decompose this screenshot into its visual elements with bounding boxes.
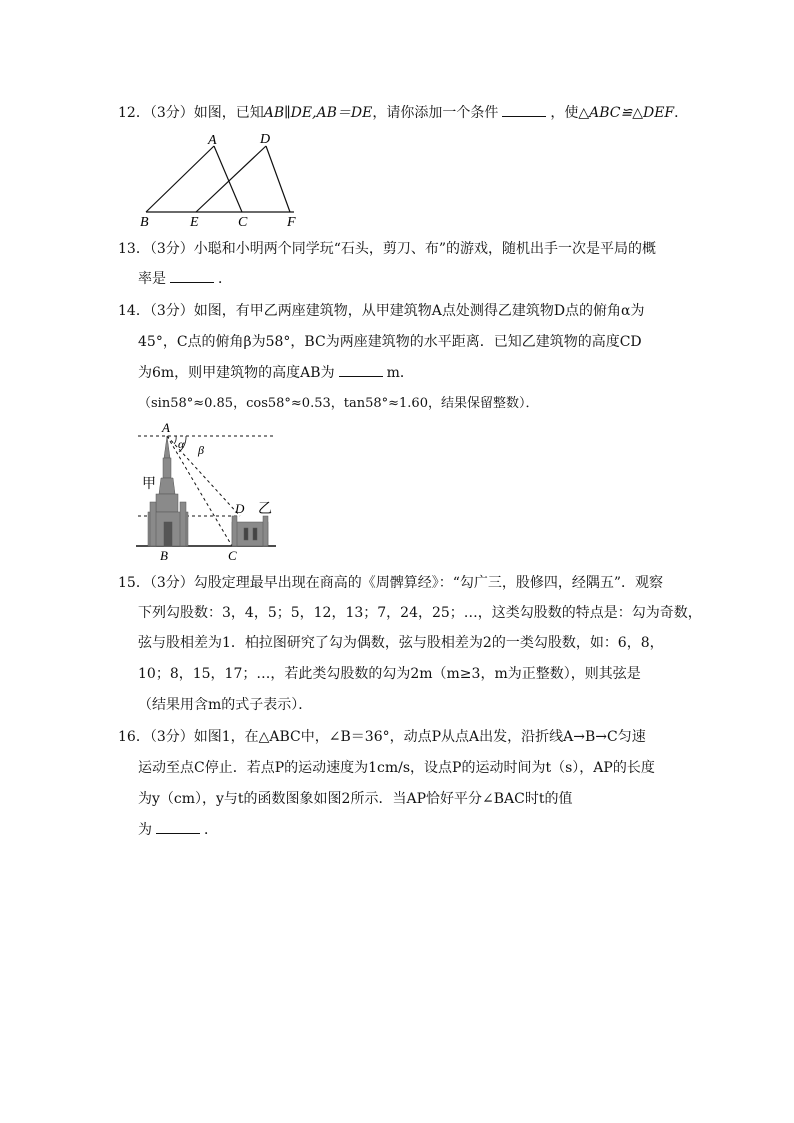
q14-line3: 为6m，则甲建筑物的高度AB为 m． [138, 365, 414, 381]
label-alpha: α [178, 437, 185, 451]
q14-answer-blank[interactable] [339, 364, 383, 377]
label-C: C [238, 215, 248, 228]
building-yi-icon [232, 516, 268, 546]
q16-line2: 运动至点C停止．若点P的运动速度为1cm/s，设点P的运动时间为t（s），AP的长度 [138, 760, 655, 776]
q14-line4: （sin58°≈0.85，cos58°≈0.53，tan58°≈1.60，结果保留整数）． [138, 396, 539, 411]
label-yi: 乙 [258, 502, 272, 517]
label-B: B [140, 215, 149, 228]
label-B: B [160, 548, 168, 562]
q14-figure [134, 418, 284, 562]
q15-line5: （结果用含m的式子表示）． [138, 697, 313, 713]
q16-answer-blank[interactable] [156, 821, 200, 834]
q12-congruence: △ABC≌△DEF [578, 105, 675, 121]
label-A: A [162, 420, 170, 435]
label-beta: β [198, 443, 204, 457]
q14-line2: 45°，C点的俯角β为58°，BC为两座建筑物的水平距离．已知乙建筑物的高度CD [138, 334, 642, 350]
q12-figure [134, 128, 314, 228]
q14-line1: 14．（3分）如图，有甲乙两座建筑物，从甲建筑物A点处测得乙建筑物D点的俯角α为 [118, 303, 645, 319]
label-D: D [235, 501, 245, 516]
q16-line1: 16．（3分）如图1，在△ABC中，∠B＝36°，动点P从点A出发，沿折线A→B→C匀速 [118, 729, 646, 745]
q15-line4: 10；8，15，17；…，若此类勾股数的勾为2m（m≥3，m为正整数），则其弦是 [138, 666, 641, 682]
label-C: C [228, 548, 237, 562]
q13-line1: 13．（3分）小聪和小明两个同学玩“石头，剪刀、布”的游戏，随机出手一次是平局的概 [118, 241, 657, 257]
q15-line2: 下列勾股数：3，4，5；5，12，13；7，24，25；…，这类勾股数的特点是：勾为奇数， [138, 605, 702, 621]
q13-line2: 率是 ． [138, 271, 232, 287]
label-E: E [190, 215, 199, 228]
label-A: A [208, 133, 217, 148]
q15-line3: 弦与股相差为1．柏拉图研究了勾为偶数，弦与股相差为2的一类勾股数，如：6，8， [138, 635, 664, 651]
q12-answer-blank[interactable] [502, 104, 546, 117]
q12-condition: AB∥DE,AB＝DE [263, 105, 373, 121]
q16-line3: 为y（cm），y与t的函数图象如图2所示．当AP恰好平分∠BAC时t的值 [138, 791, 573, 807]
q13-answer-blank[interactable] [170, 270, 214, 283]
label-F: F [287, 215, 296, 228]
q15-line1: 15．（3分）勾股定理最早出现在商高的《周髀算经》：“勾广三，股修四，经隅五”．观察 [118, 575, 664, 591]
q12-text: 12．（3分）如图，已知AB∥DE,AB＝DE，请你添加一个条件 ，使△ABC≌△DEF． [118, 105, 689, 121]
label-jia: 甲 [142, 477, 156, 492]
label-D: D [260, 132, 271, 147]
q16-line4: 为 ． [138, 822, 218, 838]
